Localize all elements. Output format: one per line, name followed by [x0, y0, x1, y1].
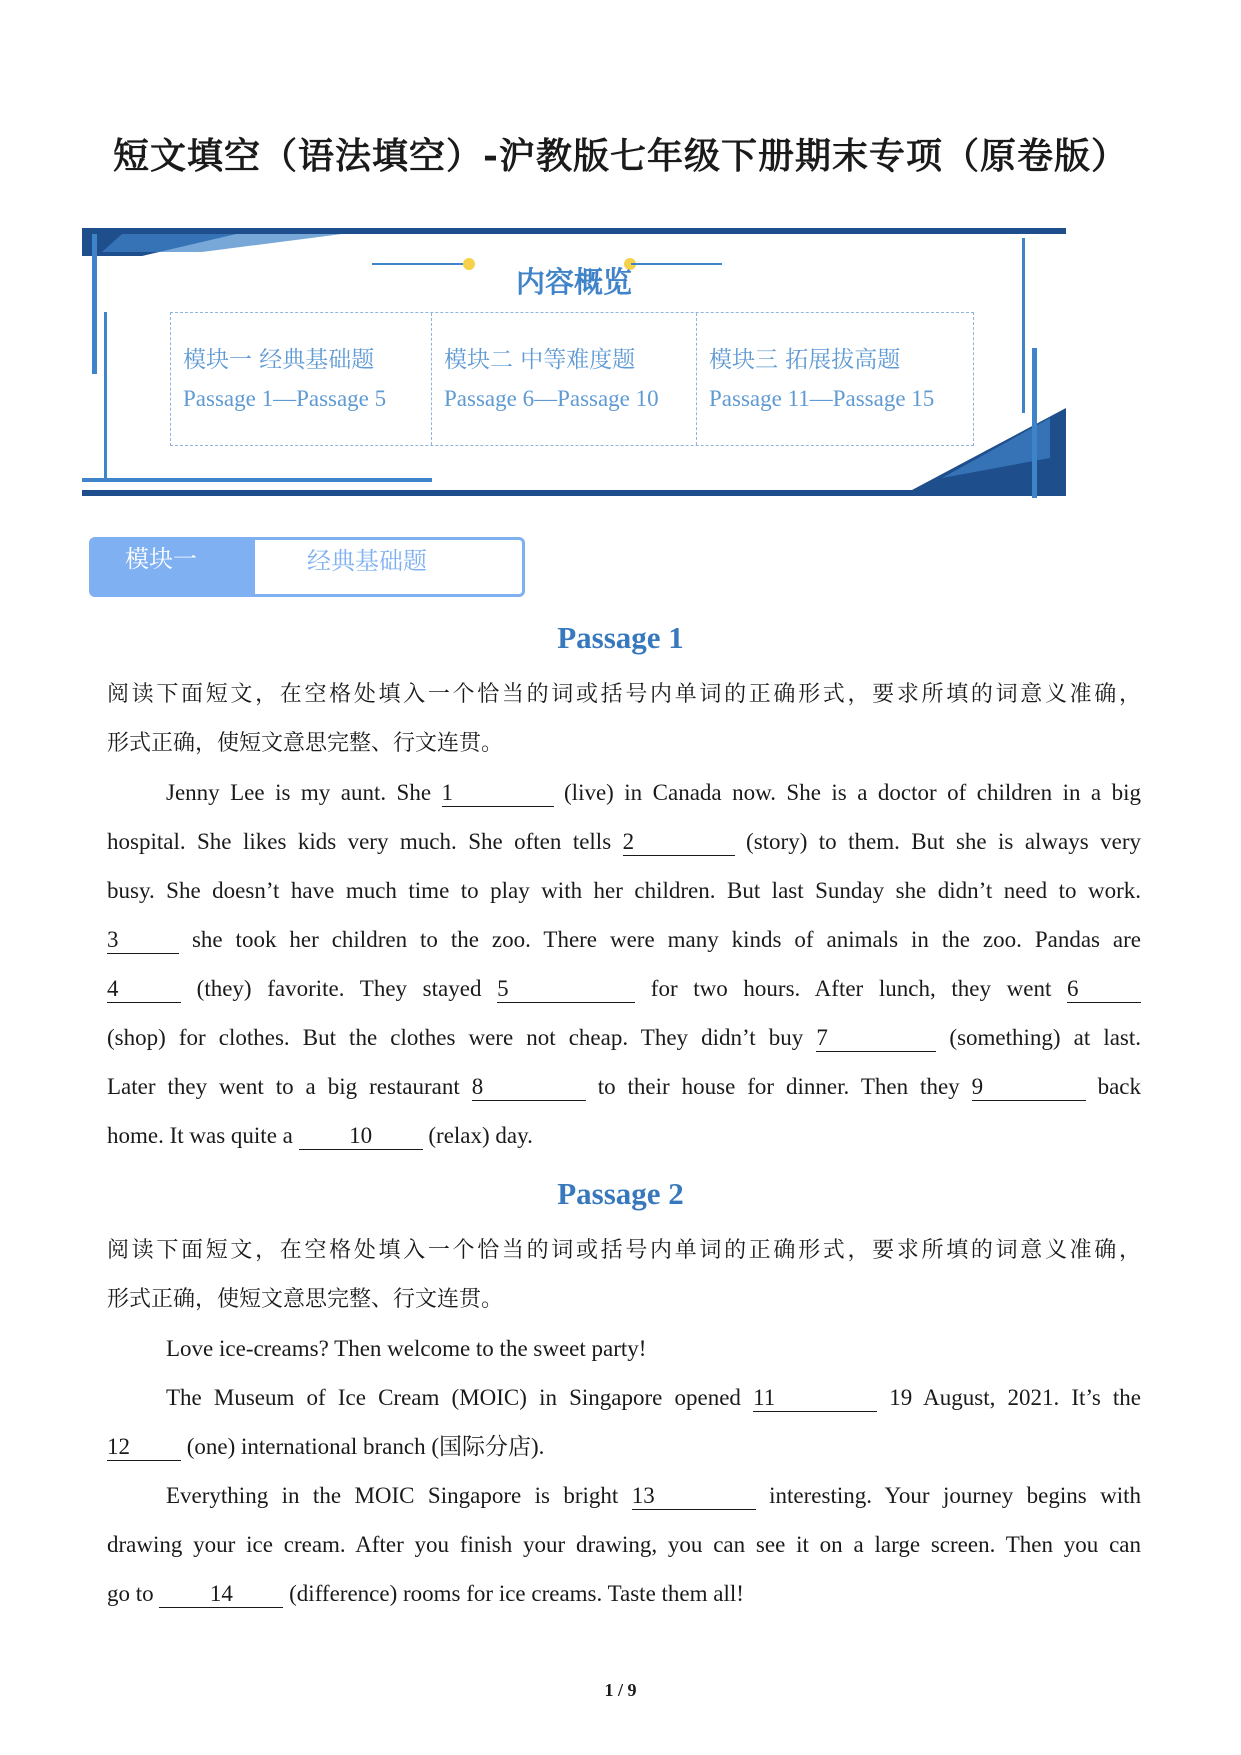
passage-line: go to 14 (difference) rooms for ice creams. Taste them all! [107, 1581, 744, 1606]
module-tab [89, 537, 525, 597]
passage-2-title: Passage 2 [557, 1176, 684, 1211]
passage-line: hospital. She likes kids very much. She often tells 2 (story) to them. But she is always very [107, 829, 1141, 854]
passage-line: (shop) for clothes. But the clothes were not cheap. They didn’t buy 7 (something) at last. [107, 1025, 1142, 1050]
passage-1-body [107, 768, 1141, 1160]
passage-line: The Museum of Ice Cream (MOIC) in Singapore opened 11 19 August, 2021. It’s the [166, 1385, 1142, 1410]
module-tag: 模块一 [89, 537, 257, 597]
passage-line: Later they went to a big restaurant 8 to their house for dinner. Then they 9 back [107, 1074, 1141, 1099]
overview-module-3 [696, 313, 972, 445]
overview-module-range: Passage 1—Passage 5 [183, 386, 387, 411]
overview-module-range: Passage 11—Passage 15 [709, 386, 935, 411]
passage-1-title: Passage 1 [557, 620, 684, 655]
overview-module-1 [171, 313, 431, 445]
blank-4[interactable]: 4 [107, 976, 181, 1003]
passage-line: 12 (one) international branch (国际分店). [107, 1434, 545, 1459]
overview-panel [82, 228, 1066, 498]
passage-1-instruction-line-2: 形式正确，使短文意思完整、行文连贯。 [107, 731, 504, 756]
module-label: 经典基础题 [255, 537, 525, 597]
blank-7[interactable]: 7 [816, 1025, 936, 1052]
overview-module-name: 模块三 拓展拔高题 [709, 347, 901, 373]
passage-line: Love ice-creams? Then welcome to the sweet party! [166, 1336, 647, 1361]
blank-12[interactable]: 12 [107, 1434, 181, 1461]
passage-line: 4 (they) favorite. They stayed 5 for two hours. After lunch, they went 6 [107, 964, 1141, 1013]
blank-9[interactable]: 9 [972, 1074, 1086, 1101]
blank-3[interactable]: 3 [107, 927, 179, 954]
blank-2[interactable]: 2 [623, 829, 735, 856]
passage-2-instruction-line-2: 形式正确，使短文意思完整、行文连贯。 [107, 1287, 504, 1312]
overview-module-name: 模块一 经典基础题 [183, 347, 375, 373]
overview-heading: 内容概览 [515, 265, 632, 299]
blank-13[interactable]: 13 [632, 1483, 756, 1510]
blank-5[interactable]: 5 [497, 976, 635, 1003]
overview-module-range: Passage 6—Passage 10 [444, 386, 659, 411]
blank-6[interactable]: 6 [1067, 976, 1141, 1003]
overview-module-grid [170, 312, 974, 446]
blank-11[interactable]: 11 [753, 1385, 877, 1412]
blank-14[interactable]: 14 [159, 1581, 283, 1608]
passage-line: Jenny Lee is my aunt. She 1 (live) in Canada now. She is a doctor of children in a big [166, 780, 1142, 805]
passage-line: busy. She doesn’t have much time to play with her children. But last Sunday she didn’t need to work. [107, 878, 1141, 903]
blank-8[interactable]: 8 [472, 1074, 586, 1101]
passage-2-instruction-line-1: 阅读下面短文，在空格处填入一个恰当的词或括号内单词的正确形式，要求所填的词意义准确， [107, 1238, 1141, 1263]
passage-line: home. It was quite a 10 (relax) day. [107, 1123, 533, 1148]
blank-10[interactable]: 10 [299, 1123, 423, 1150]
passage-line: drawing your ice cream. After you finish your drawing, you can see it on a large screen. Then you can [107, 1532, 1141, 1557]
blank-1[interactable]: 1 [442, 780, 554, 807]
page-number: 1 / 9 [604, 1680, 637, 1700]
overview-module-2 [431, 313, 696, 445]
passage-2-body [107, 1324, 1141, 1618]
passage-1-instruction-line-1: 阅读下面短文，在空格处填入一个恰当的词或括号内单词的正确形式，要求所填的词意义准确， [107, 682, 1141, 707]
overview-module-name: 模块二 中等难度题 [444, 347, 636, 373]
passage-line: 3 she took her children to the zoo. There were many kinds of animals in the zoo. Pandas are [107, 927, 1142, 952]
document-title: 短文填空（语法填空）-沪教版七年级下册期末专项（原卷版） [113, 135, 1128, 177]
passage-line: Everything in the MOIC Singapore is bright 13 interesting. Your journey begins with [166, 1483, 1141, 1508]
